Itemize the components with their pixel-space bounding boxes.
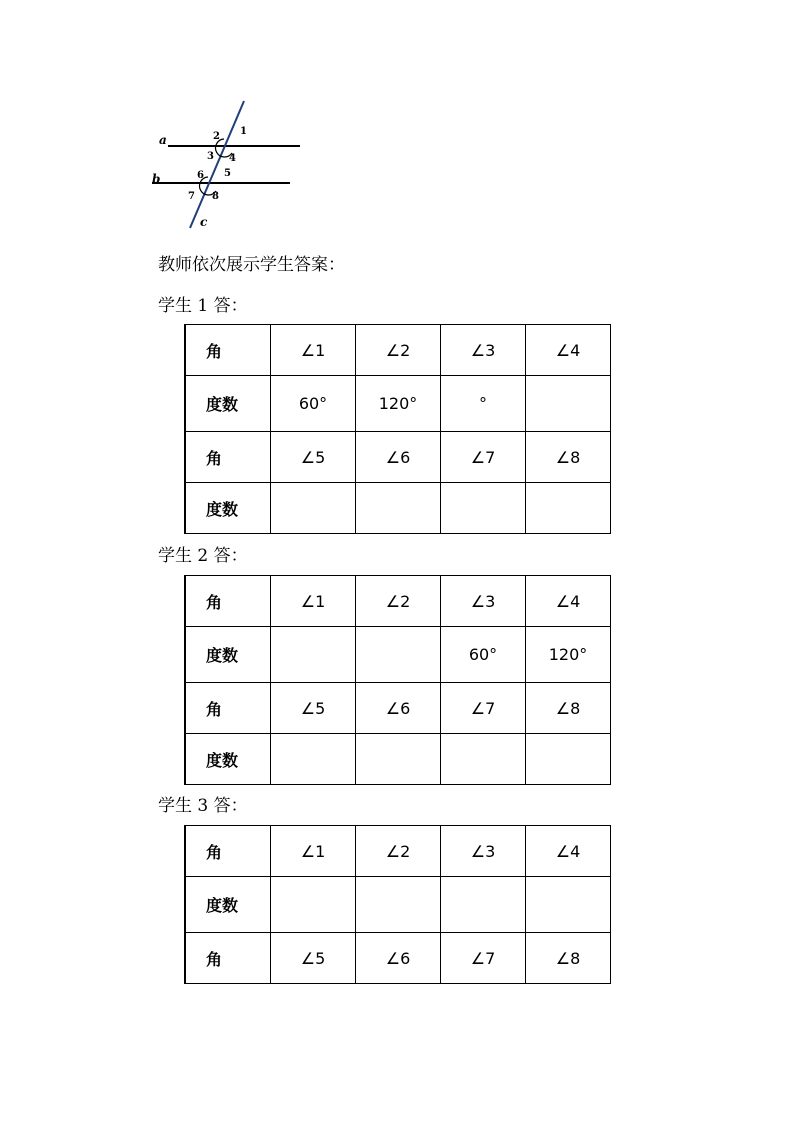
table-cell: ∠1	[271, 325, 356, 376]
table-cell: ∠6	[356, 933, 441, 984]
row-header: 角	[185, 432, 271, 483]
table-cell: ∠5	[271, 933, 356, 984]
table-cell: ∠8	[526, 933, 611, 984]
table-cell: ∠4	[526, 325, 611, 376]
student-2-label: 学生 2 答：	[158, 546, 248, 566]
table-cell: ∠8	[526, 432, 611, 483]
table-cell	[526, 734, 611, 785]
table-cell	[356, 877, 441, 933]
row-header: 角	[185, 826, 271, 877]
angle-label-4: 4	[229, 153, 236, 164]
student-3-table	[184, 825, 611, 984]
table-cell: ∠1	[271, 826, 356, 877]
parallel-lines-figure	[140, 95, 320, 235]
table-cell: ∠2	[356, 325, 441, 376]
row-header: 角	[185, 576, 271, 627]
table-cell: ∠5	[271, 432, 356, 483]
table-row	[185, 933, 611, 984]
table-cell: ∠6	[356, 432, 441, 483]
table-cell	[526, 483, 611, 534]
transversal-c	[190, 101, 244, 228]
row-header: 角	[185, 325, 271, 376]
angle-label-6: 6	[197, 170, 204, 181]
intro-text: 教师依次展示学生答案：	[158, 255, 345, 275]
table-cell	[271, 734, 356, 785]
table-cell: ∠3	[441, 325, 526, 376]
label-c: c	[200, 215, 208, 229]
row-header: 度数	[185, 877, 271, 933]
table-row	[185, 826, 611, 877]
table-cell: ∠7	[441, 933, 526, 984]
table-cell	[356, 734, 441, 785]
row-header: 度数	[185, 627, 271, 683]
table-cell: ∠2	[356, 826, 441, 877]
table-cell	[271, 627, 356, 683]
row-header: 角	[185, 683, 271, 734]
table-cell: ∠7	[441, 432, 526, 483]
table-row	[185, 576, 611, 627]
student-3-label: 学生 3 答：	[158, 796, 248, 816]
angle-label-3: 3	[207, 151, 214, 162]
angle-label-8: 8	[212, 191, 219, 202]
table-cell: ∠4	[526, 826, 611, 877]
table-cell	[526, 877, 611, 933]
row-header: 度数	[185, 483, 271, 534]
table-cell	[356, 627, 441, 683]
label-a: a	[159, 133, 167, 147]
table-row	[185, 376, 611, 432]
table-row	[185, 683, 611, 734]
table-cell: 60°	[271, 376, 356, 432]
student-1-table	[184, 324, 611, 534]
table-cell: °	[441, 376, 526, 432]
row-header: 度数	[185, 734, 271, 785]
table-cell	[441, 483, 526, 534]
table-cell	[441, 734, 526, 785]
table-row	[185, 483, 611, 534]
table-cell: ∠5	[271, 683, 356, 734]
row-header: 角	[185, 933, 271, 984]
table-cell	[526, 376, 611, 432]
angle-label-2: 2	[213, 131, 220, 142]
student-2-table	[184, 575, 611, 785]
table-cell: 120°	[526, 627, 611, 683]
angle-label-1: 1	[240, 126, 247, 137]
table-cell	[271, 483, 356, 534]
table-row	[185, 432, 611, 483]
row-header: 度数	[185, 376, 271, 432]
table-row	[185, 734, 611, 785]
table-cell: ∠8	[526, 683, 611, 734]
student-1-label: 学生 1 答：	[158, 296, 248, 316]
table-cell	[356, 483, 441, 534]
table-cell: ∠6	[356, 683, 441, 734]
table-cell: ∠1	[271, 576, 356, 627]
table-row	[185, 877, 611, 933]
label-b: b	[152, 172, 161, 186]
table-cell: ∠3	[441, 826, 526, 877]
angle-label-5: 5	[224, 168, 231, 179]
table-row	[185, 627, 611, 683]
table-cell: ∠2	[356, 576, 441, 627]
table-cell: 120°	[356, 376, 441, 432]
table-cell: ∠4	[526, 576, 611, 627]
table-cell: ∠3	[441, 576, 526, 627]
table-cell: 60°	[441, 627, 526, 683]
table-cell	[271, 877, 356, 933]
angle-label-7: 7	[188, 191, 195, 202]
table-cell: ∠7	[441, 683, 526, 734]
table-row	[185, 325, 611, 376]
table-cell	[441, 877, 526, 933]
